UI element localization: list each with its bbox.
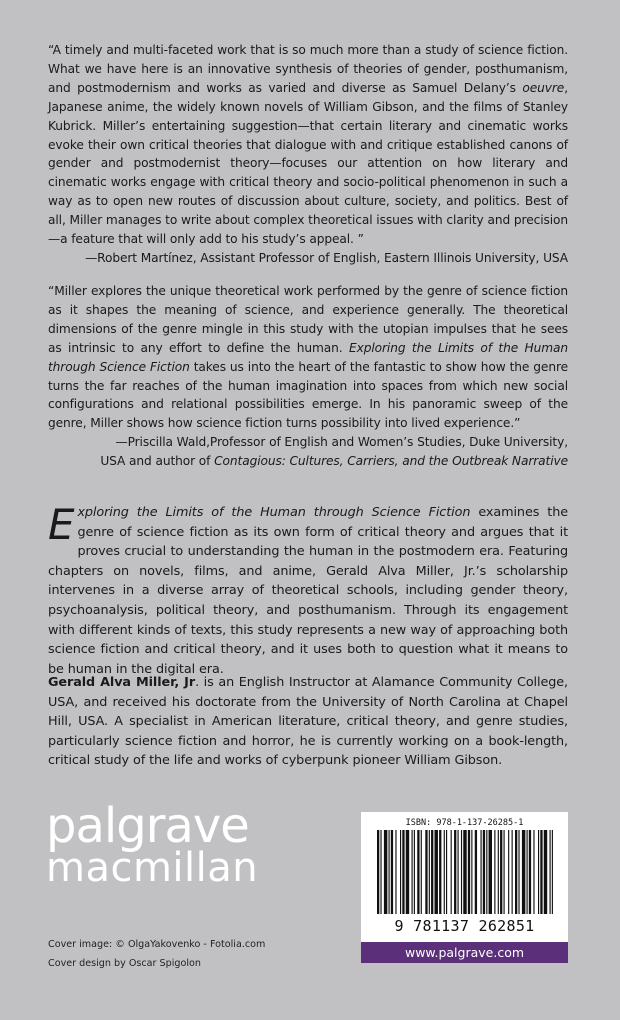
cover-image-credit: Cover image: © OlgaYakovenko - Fotolia.com <box>48 939 266 950</box>
logo-line-1: palgrave <box>46 798 249 854</box>
barcode-bar <box>527 830 528 914</box>
barcode-bar <box>384 830 387 914</box>
barcode-bar <box>529 830 531 914</box>
isbn-digits: 9 781137 262851 <box>394 917 535 935</box>
book-title: xploring the Limits of the Human through Science Fiction <box>77 505 471 520</box>
barcode-bar <box>429 830 430 914</box>
isbn-label: ISBN: 978-1-137-26285-1 <box>405 818 524 828</box>
barcode-bar <box>494 830 495 914</box>
barcode-icon <box>373 830 556 918</box>
barcode-bar <box>454 830 456 914</box>
review-quote-1 <box>48 41 568 268</box>
barcode-bar <box>425 830 427 914</box>
barcode-bar <box>446 830 447 914</box>
barcode-bar <box>412 830 413 914</box>
cover-credits <box>48 935 265 973</box>
review-quote-2 <box>48 282 568 471</box>
barcode-bar <box>395 830 396 914</box>
barcode-bar <box>471 830 472 914</box>
barcode-bar <box>518 830 519 914</box>
barcode-bar <box>421 830 422 914</box>
barcode-bar <box>486 830 487 914</box>
barcode-bar <box>498 830 499 914</box>
barcode-bar <box>406 830 409 914</box>
barcode-bar <box>500 830 502 914</box>
barcode-bar <box>533 830 534 914</box>
drop-cap: E <box>48 500 75 549</box>
barcode-bar <box>475 830 477 914</box>
barcode-bar <box>435 830 438 914</box>
barcode-bar <box>439 830 441 914</box>
publisher-logo <box>46 800 258 890</box>
barcode-bar <box>481 830 482 914</box>
author-bio: Gerald Alva Miller, Jr. is an English Instructor at Alamance Community College, USA, and received his doctorate from the University of North Carolina at Chapel Hill, USA. A specialist in American literature, critical theory, and genre studies, particularly science fiction and horror, he is currently working on a book-length, critical study of the life and works of cyberpunk pioneer William Gibson. <box>48 675 569 769</box>
barcode-bar <box>504 830 505 914</box>
barcode-bar <box>431 830 433 914</box>
barcode-bar <box>458 830 459 914</box>
barcode-bar <box>463 830 466 914</box>
quote-2-text: “Miller explores the unique theoretical work performed by the genre of science fiction as it shapes the meaning of science, and experience generally. The theoretical dimensions of the genre mingle in this study with the utopian impulses that he sees as intrinsic to any effort to define the human. Exploring the Limits of the Human through Science Fiction takes us into the heart of the fantastic to show how the genre turns the far reaches of the human imagination into spaces from which new social configurations and relational possibilities emerge. In his panoramic sweep of the genre, Miller shows how science fiction turns possibility into lived experience.” <box>48 284 569 431</box>
barcode-bar <box>414 830 415 914</box>
barcode-bar <box>515 830 517 914</box>
barcode-bar <box>468 830 470 914</box>
quote-1-text: “A timely and multi-faceted work that is so much more than a study of science fiction. What we have here is an innovative synthesis of theories of gender, posthumanism, and postmodernism and works as varied and diverse as Samuel Delany’s oeuvre, Japanese anime, the widely known novels of William Gibson, and the films of Stanley Kubrick. Miller’s entertaining suggestion—that certain literary and cinematic works evoke their own critical theories that dialogue with and critique established canons of gender and postmodernist theory—focuses our attention on how literary and cinematic works engage with critical theory and socio-political phenomenon in such a way as to open new routes of discussion about culture, society, and politics. Best of all, Miller manages to write about complex theoretical issues with clarity and precision—a feature that will only add to his study’s appeal. ” <box>48 43 568 247</box>
barcode-bar <box>380 830 381 914</box>
barcode-bar <box>544 830 547 914</box>
barcode-bar <box>538 830 539 914</box>
barcode-bar <box>400 830 401 914</box>
barcode-bar <box>377 830 379 914</box>
barcode-bar <box>550 830 551 914</box>
barcode-bar <box>512 830 513 914</box>
barcode-bar <box>461 830 462 914</box>
logo-line-2: macmillan <box>46 845 259 891</box>
barcode-bar <box>552 830 553 914</box>
barcode-bar <box>417 830 419 914</box>
barcode-bar <box>508 830 509 914</box>
barcode-bar <box>540 830 542 914</box>
book-description: Exploring the Limits of the Human through Science Fiction examines the genre of science fiction as its own form of critical theory and argues that it proves crucial to understanding the human in the postmodern era. Featuring chapters on novels, films, and anime, Gerald Alva Miller, Jr.’s scholarship intervenes in a diverse array of theoretical schools, including gender theory, psychoanalysis, political theory, and posthumanism. Through its engagement with different kinds of texts, this study represents a new way of approaching both science fiction and critical theory, and it uses both to question what it means to be human in the digital era. <box>48 500 568 677</box>
barcode-bar <box>522 830 525 914</box>
publisher-url: www.palgrave.com <box>361 942 568 963</box>
barcode-bar <box>391 830 393 914</box>
barcode-bar <box>483 830 485 914</box>
quote-2-attribution: —Priscilla Wald,Professor of English and Women’s Studies, Duke University, USA and author of Contagious: Cultures, Carriers, and the Outbreak Narrative <box>100 435 568 469</box>
barcode-bar <box>389 830 390 914</box>
barcode-bar <box>489 830 492 914</box>
author-name: Gerald Alva Miller, Jr <box>48 675 196 690</box>
quote-1-attribution: —Robert Martínez, Assistant Professor of English, Eastern Illinois University, USA <box>85 250 568 265</box>
isbn-barcode-box <box>361 812 568 962</box>
barcode-bar <box>402 830 404 914</box>
cover-design-credit: Cover design by Oscar Spigolon <box>48 958 201 969</box>
barcode-bar <box>451 830 452 914</box>
barcode-bar <box>444 830 445 914</box>
